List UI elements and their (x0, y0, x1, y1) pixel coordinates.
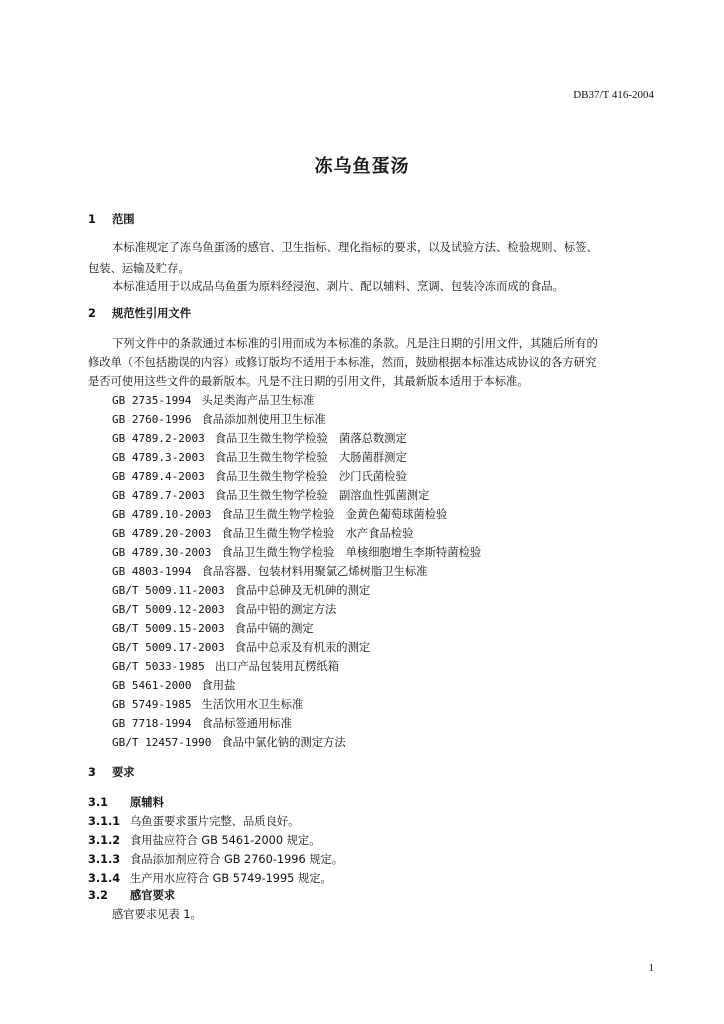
reference-title: 食品卫生微生物学检验 水产食品检验 (221, 527, 414, 540)
reference-item (112, 582, 370, 598)
subsection-text: 食品添加剂应符合 GB 2760-1996 规定。 (130, 853, 344, 866)
reference-code: GB 4789.30-2003 (112, 546, 212, 559)
reference-title: 食品标签通用标准 (201, 717, 292, 730)
reference-item (112, 734, 346, 750)
reference-title: 食品中铅的测定方法 (234, 603, 337, 616)
reference-item (112, 544, 481, 560)
reference-item (112, 563, 427, 579)
subsection-number: 3.1.3 (88, 853, 121, 866)
subsection-number: 3.2 (88, 889, 109, 902)
subsection (88, 887, 175, 903)
reference-code: GB 7718-1994 (112, 717, 192, 730)
reference-title: 食品卫生微生物学检验 副溶血性弧菌测定 (214, 489, 430, 502)
section-2-heading (88, 305, 191, 321)
subsection-text: 食用盐应符合 GB 5461-2000 规定。 (130, 834, 321, 847)
reference-code: GB 4789.7-2003 (112, 489, 205, 502)
reference-code: GB 5461-2000 (112, 679, 192, 692)
reference-code: GB 4789.20-2003 (112, 527, 212, 540)
paragraph: 下列文件中的条款通过本标准的引用而成为本标准的条款。凡是注日期的引用文件，其随后所有的 (112, 337, 598, 350)
reference-code: GB/T 5033-1985 (112, 660, 205, 673)
reference-code: GB 2735-1994 (112, 394, 192, 407)
subsection (88, 870, 332, 886)
reference-title: 出口产品包装用瓦楞纸箱 (214, 660, 339, 673)
reference-title: 头足类海产品卫生标准 (201, 394, 315, 407)
reference-item (112, 487, 429, 503)
reference-item (112, 639, 370, 655)
section-title: 要求 (111, 766, 135, 779)
reference-item (112, 715, 292, 731)
paragraph: 包装、运输及贮存。 (88, 262, 190, 275)
reference-item (112, 620, 314, 636)
subsection-text: 乌鱼蛋要求蛋片完整、品质良好。 (130, 815, 300, 828)
section-number: 3 (88, 766, 96, 779)
section-3-heading (88, 764, 135, 780)
reference-item (112, 430, 407, 446)
reference-code: GB 4803-1994 (112, 565, 192, 578)
section-1-heading (88, 211, 135, 227)
reference-code: GB 4789.4-2003 (112, 470, 205, 483)
reference-title: 食品卫生微生物学检验 单核细胞增生李斯特菌检验 (221, 546, 482, 559)
reference-title: 食品中总汞及有机汞的测定 (234, 641, 371, 654)
paragraph: 是否可使用这些文件的最新版本。凡是不注日期的引用文件，其最新版本适用于本标准。 (88, 375, 529, 388)
subsection (88, 832, 321, 848)
subsection-number: 3.1 (88, 796, 109, 809)
reference-code: GB 4789.10-2003 (112, 508, 212, 521)
reference-title: 食用盐 (201, 679, 236, 692)
subsection-text: 原辅料 (130, 796, 164, 809)
reference-item (112, 601, 336, 617)
section-number: 1 (88, 213, 96, 226)
reference-code: GB 5749-1985 (112, 698, 192, 711)
reference-item (112, 696, 303, 712)
reference-title: 生活饮用水卫生标准 (201, 698, 304, 711)
reference-title: 食品卫生微生物学检验 金黄色葡萄球菌检验 (221, 508, 448, 521)
reference-title: 食品中氯化钠的测定方法 (221, 736, 346, 749)
section-number: 2 (88, 307, 96, 320)
subsection-text: 感官要求 (130, 889, 176, 902)
reference-item (112, 449, 407, 465)
reference-title: 食品容器、包装材料用聚氯乙烯树脂卫生标准 (201, 565, 428, 578)
reference-title: 食品中镉的测定 (234, 622, 314, 635)
reference-title: 食品卫生微生物学检验 菌落总数测定 (214, 432, 407, 445)
subsection (88, 794, 164, 810)
reference-title: 食品卫生微生物学检验 大肠菌群测定 (214, 451, 407, 464)
reference-code: GB 4789.3-2003 (112, 451, 205, 464)
subsection (88, 851, 343, 867)
reference-item (112, 658, 339, 674)
reference-item (112, 525, 413, 541)
reference-item (112, 411, 326, 427)
document-title: 冻乌鱼蛋汤 (314, 156, 410, 177)
reference-code: GB/T 5009.15-2003 (112, 622, 225, 635)
reference-title: 食品添加剂使用卫生标准 (201, 413, 326, 426)
reference-title: 食品卫生微生物学检验 沙门氏菌检验 (214, 470, 407, 483)
standard-code: DB37/T 416-2004 (573, 89, 654, 101)
reference-item (112, 468, 407, 484)
page-number: 1 (648, 962, 654, 974)
paragraph: 本标准规定了冻乌鱼蛋汤的感官、卫生指标、理化指标的要求，以及试验方法、检验规则、标签、 (112, 241, 598, 254)
reference-code: GB/T 5009.11-2003 (112, 584, 225, 597)
paragraph: 修改单（不包括勘误的内容）或修订版均不适用于本标准，然而，鼓励根据本标准达成协议的各方研究 (88, 356, 597, 369)
subsection-number: 3.1.2 (88, 834, 121, 847)
paragraph: 感官要求见表 1。 (112, 908, 202, 921)
reference-code: GB/T 5009.17-2003 (112, 641, 225, 654)
reference-code: GB 4789.2-2003 (112, 432, 205, 445)
reference-item (112, 506, 447, 522)
subsection-number: 3.1.1 (88, 815, 121, 828)
reference-code: GB/T 12457-1990 (112, 736, 212, 749)
subsection-number: 3.1.4 (88, 872, 121, 885)
section-title: 规范性引用文件 (111, 307, 192, 320)
subsection-text: 生产用水应符合 GB 5749-1995 规定。 (130, 872, 332, 885)
reference-item (112, 392, 314, 408)
paragraph: 本标准适用于以成品乌鱼蛋为原料经浸泡、剥片、配以辅料、烹调、包装冷冻而成的食品。 (112, 280, 564, 293)
reference-item (112, 677, 235, 693)
section-title: 范围 (111, 213, 135, 226)
reference-title: 食品中总砷及无机砷的测定 (234, 584, 371, 597)
reference-code: GB/T 5009.12-2003 (112, 603, 225, 616)
reference-code: GB 2760-1996 (112, 413, 192, 426)
subsection (88, 813, 299, 829)
